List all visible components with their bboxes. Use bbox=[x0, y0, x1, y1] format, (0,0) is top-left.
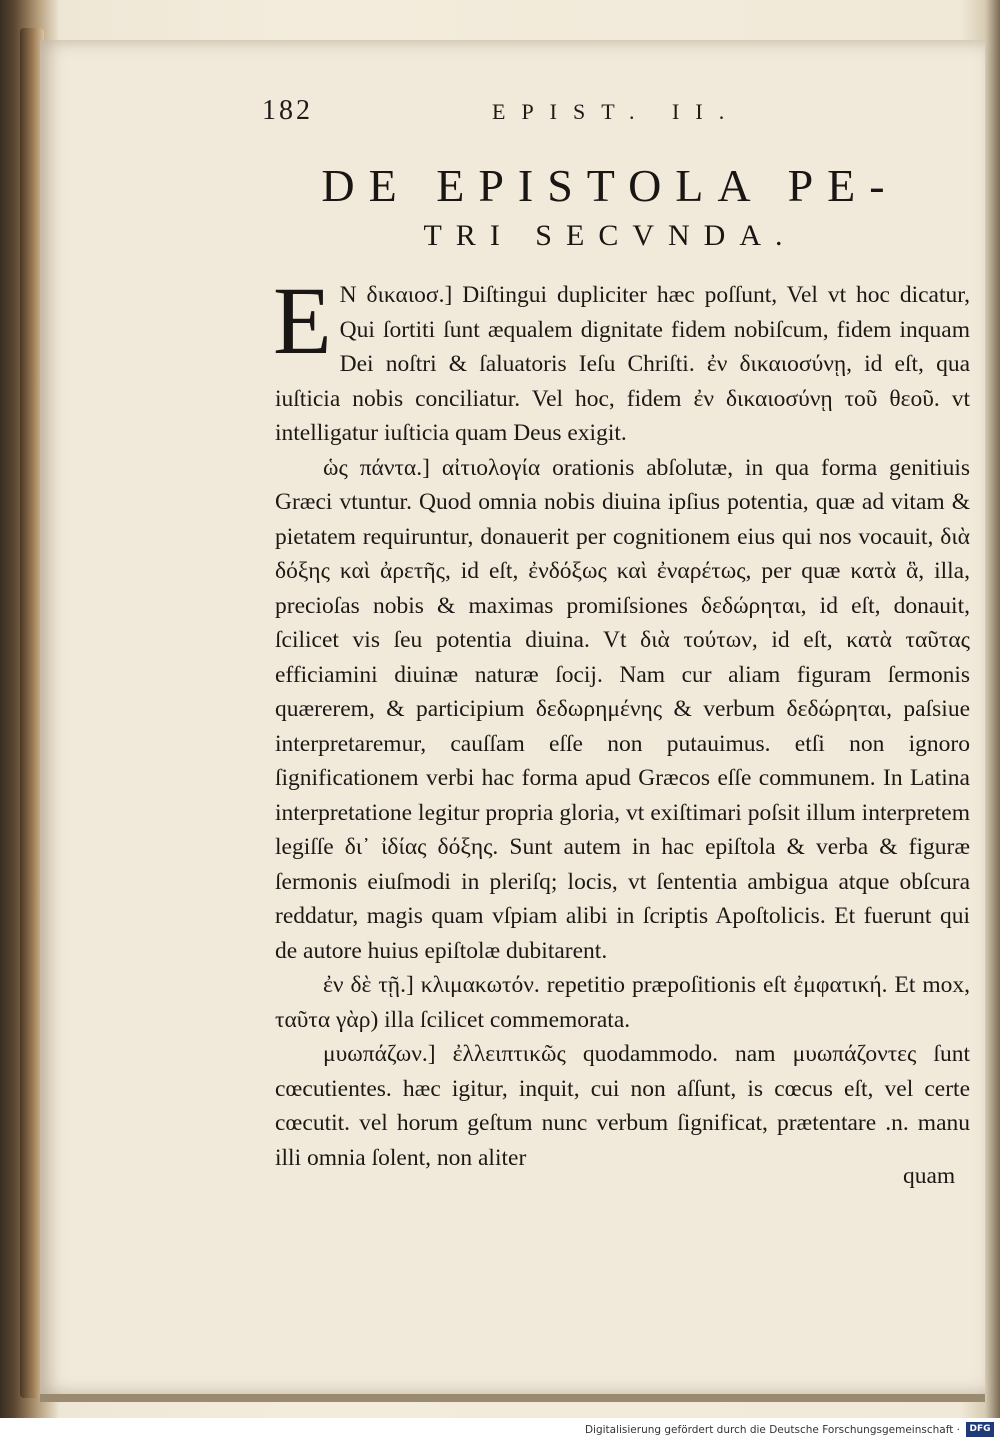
running-head bbox=[222, 95, 782, 135]
chapter-title-line-2: TRI SECVNDA. bbox=[423, 219, 797, 252]
chapter-title bbox=[300, 160, 920, 256]
paragraph-4: μυωπάζων.] ἐλλειπτικῶς quodammodo. nam μυωπάζοντες ſunt cœcutientes. hæc igitur, inquit, cui non aſſunt, is cœcus eſt, vel certe cœcutit. vel horum geſtum nunc verbum ſignificat, prætentare .n. manu illi omnia ſolent, non aliter bbox=[275, 1041, 970, 1171]
drop-capital: E bbox=[273, 267, 332, 374]
footer-credit: Digitalisierung gefördert durch die Deutsche Forschungsgemeinschaft · bbox=[584, 1424, 960, 1436]
page-bottom-edge bbox=[40, 1394, 985, 1402]
chapter-title-line-1: DE EPISTOLA PE- bbox=[321, 160, 899, 211]
catchword: quam bbox=[903, 1163, 956, 1189]
dfg-logo: DFG bbox=[966, 1422, 994, 1437]
paragraph-3: ἐν δὲ τῇ.] κλιμακωτόν. repetitio præpoſitionis eſt ἐμφατική. Et mox, ταῦτα γὰρ) illa ſcilicet commemorata. bbox=[275, 972, 970, 1033]
paragraph-1 bbox=[273, 267, 970, 451]
paragraph-2: ὡς πάντα.] αἰτιολογία orationis abſolutæ, in qua forma genitiuis Græci vtuntur. Quod omnia nobis diuina ipſius potentia, quæ ad vitam & pietatem requiruntur, donauerit per cognitionem eius qui nos vocauit, διὰ δόξης καὶ ἀρετῆς, id eſt, ἐνδόξως καὶ ἐναρέτως, per quæ κατὰ ἃ, illa, precioſas nobis & maximas promiſsiones δεδώρηται, id eſt, donauit, ſcilicet vis ſeu potentia diuina. Vt διὰ τούτων, id eſt, κατὰ ταῦτας efficiamini diuinæ naturæ ſocij. Nam cur aliam figuram ſermonis quærerem, & participium δεδωρημένης & verbum δεδώρηται, paſsiue interpretaremur, cauſſam eſſe non putauimus. etſi non ignoro ſignificationem verbi hac forma apud Græcos eſſe communem. In Latina interpretatione legitur propria gloria, vt exiſtimari poſsit illum interpretem legiſſe δι᾽ ἰδίας δόξης. Sunt autem in hac epiſtola & verba & figuræ ſermonis eiuſmodi in pleriſq; locis, vt ſententia ambigua atque obſcura reddatur, magis quam vſpiam alibi in ſcriptis Apoſtolicis. Et fuerunt qui de autore huius epiſtolæ dubitarent. bbox=[275, 454, 970, 964]
running-title: EPIST. II. bbox=[492, 99, 741, 124]
footer-bar bbox=[0, 1418, 1000, 1443]
paragraph-1-text: N δικαιοσ.] Diſtingui dupliciter hæc poſſunt, Vel vt hoc dicatur, Qui ſortiti ſunt æqualem dignitate fidem nobiſcum, fidem inquam Dei noſtri & ſaluatoris Ieſu Chriſti. ἐν δικαιοσύνῃ, id eſt, qua iuſticia nobis conciliatur. Vel hoc, fidem ἐν δικαιοσύνῃ τοῦ θεοῦ. vt intelligatur iuſticia quam Deus exigit. bbox=[275, 282, 970, 446]
page-number: 182 bbox=[262, 95, 313, 126]
body-text bbox=[273, 267, 970, 1175]
